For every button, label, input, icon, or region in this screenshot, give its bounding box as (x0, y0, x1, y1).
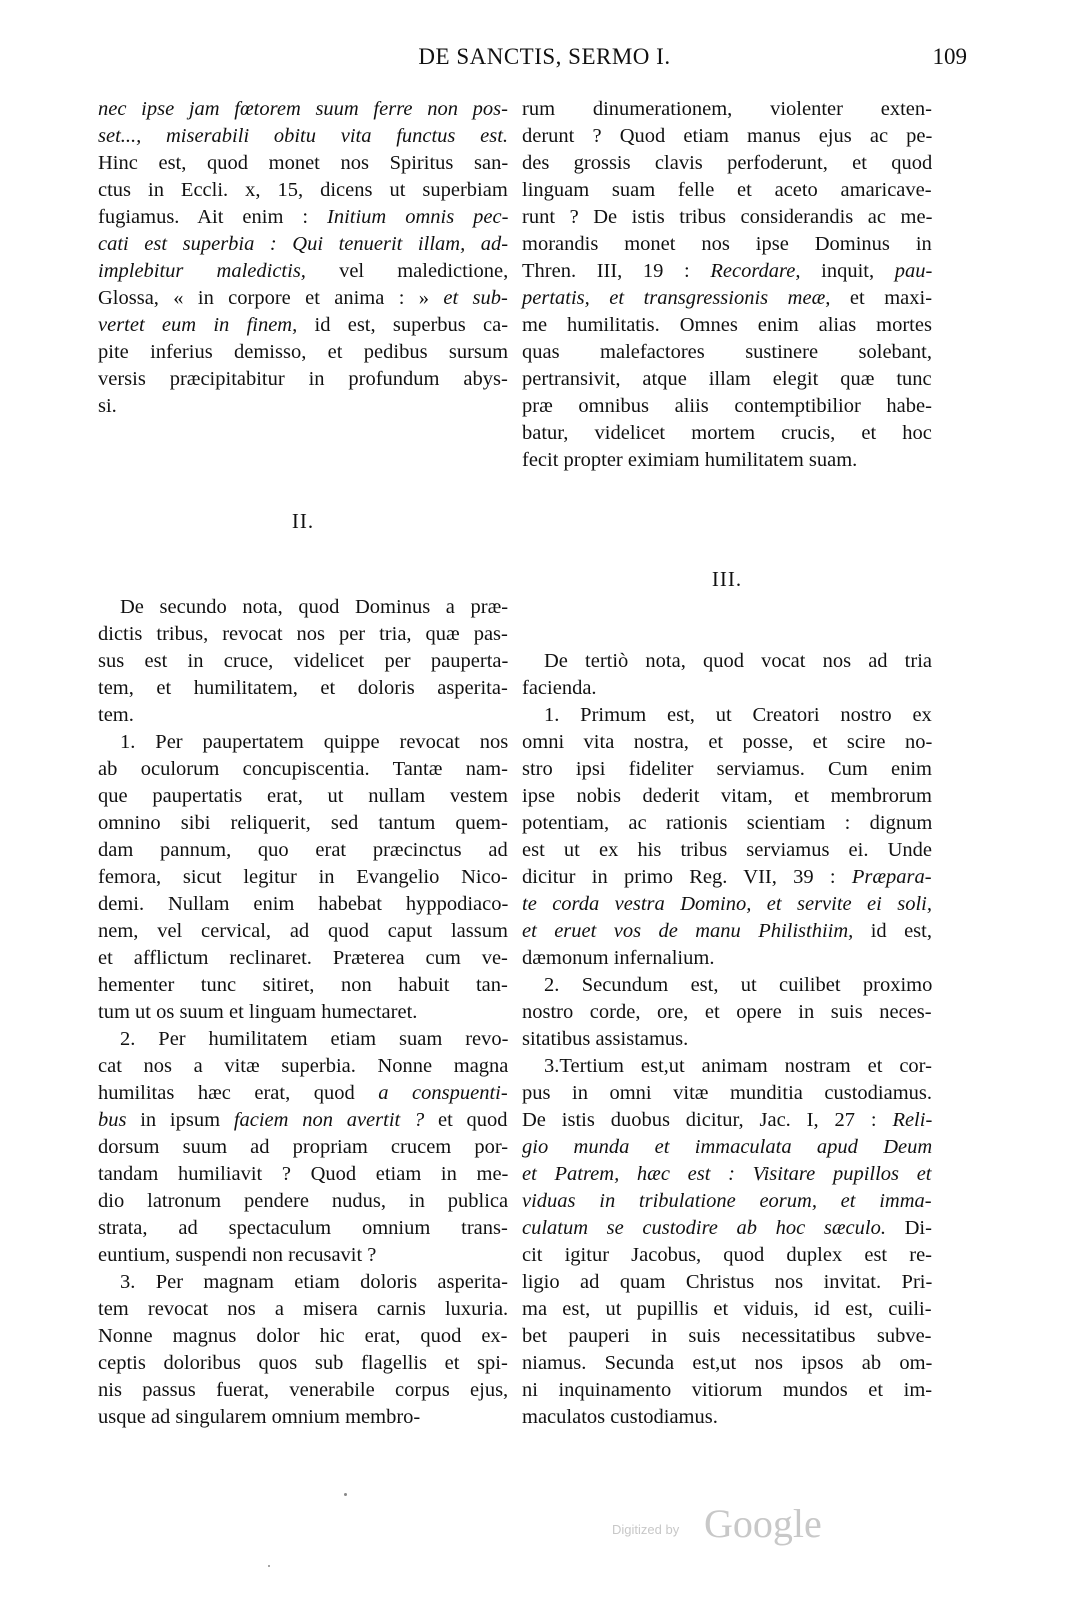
text-line (522, 864, 932, 891)
text-run: inquit, (800, 260, 895, 282)
text-line (522, 258, 932, 285)
text-line (522, 150, 932, 177)
text-run: stro ipsi fideliter serviamus. Cum enim (522, 758, 932, 780)
text-run: dæmonum infernalium. (522, 947, 715, 969)
text-line (98, 1377, 508, 1404)
text-run: et quod (424, 1109, 508, 1131)
text-line (98, 783, 508, 810)
text-line (98, 891, 508, 918)
text-run: tandam humiliavit ? Quod etiam in me- (98, 1163, 509, 1185)
text-run: ab oculorum concupiscentia. Tantæ nam- (98, 758, 508, 780)
text-run: sitatibus assistamus. (522, 1028, 689, 1050)
italic-run: faciem non avertit ? (233, 1109, 425, 1131)
text-run: Di- (885, 1217, 932, 1239)
text-run: sus est in cruce, videlicet per pauperta- (98, 650, 509, 672)
text-line (98, 1053, 508, 1080)
text-line (98, 204, 508, 231)
text-line (522, 810, 932, 837)
italic-run: Præpara- (851, 866, 932, 888)
text-line (522, 675, 932, 702)
text-line (98, 621, 508, 648)
text-line (98, 150, 508, 177)
text-line (98, 1215, 508, 1242)
text-run: in ipsum (126, 1109, 234, 1131)
text-run: bet pauperi in suis necessitatibus subve- (522, 1325, 932, 1347)
text-run: De tertiò nota, quod vocat nos ad tria (544, 650, 932, 672)
text-line (98, 702, 508, 729)
text-line (98, 648, 508, 675)
text-run: humilitas hæc erat, quod (98, 1082, 379, 1104)
text-line (98, 729, 508, 756)
text-run: 3.Tertium est,ut animam nostram et cor- (544, 1055, 932, 1077)
text-run: fecit propter eximiam humilitatem suam. (522, 449, 858, 471)
text-run: 1. Primum est, ut Creatori nostro ex (544, 704, 932, 726)
text-run: ligio ad quam Christus nos invitat. Pri- (522, 1271, 933, 1293)
text-run: De secundo nota, quod Dominus a præ- (120, 596, 509, 618)
text-line (98, 231, 508, 258)
text-line (522, 312, 932, 339)
text-run: omni vita nostra, et posse, et scire no- (522, 731, 933, 753)
text-line (522, 756, 932, 783)
text-line (522, 972, 932, 999)
text-run: usque ad singularem omnium membro- (98, 1406, 421, 1428)
italic-run: bus (98, 1109, 127, 1131)
text-line (522, 1269, 932, 1296)
left-column-continued-text (98, 96, 508, 420)
text-line (522, 1080, 932, 1107)
text-run: facienda. (522, 677, 597, 699)
scan-speck (268, 1565, 270, 1567)
text-line (522, 1296, 932, 1323)
text-line (522, 945, 932, 972)
text-run: batur, videlicet mortem crucis, et hoc (522, 422, 932, 444)
italic-run: te corda vestra Domino, et servite ei soli, (522, 893, 932, 915)
text-run: ni inquinamento vitiorum mundos et im- (522, 1379, 933, 1401)
italic-run: et sub- (443, 287, 508, 309)
text-line (98, 285, 508, 312)
text-run: dio latronum pendere nudus, in publica (98, 1190, 509, 1212)
running-title: DE SANCTIS, SERMO I. (418, 44, 671, 69)
italic-run: Recordare, (710, 260, 801, 282)
text-run: præ omnibus aliis contemptibilior habe- (522, 395, 932, 417)
text-run: maculatos custodiamus. (522, 1406, 718, 1428)
page-number: 109 (932, 44, 967, 69)
text-run: dictis tribus, revocat nos per tria, quæ pas- (98, 623, 508, 645)
text-line (98, 1188, 508, 1215)
text-line (522, 729, 932, 756)
text-run: tem revocat nos a misera carnis luxuria. (98, 1298, 509, 1320)
text-line (522, 204, 932, 231)
italic-run: pertatis, et transgressionis meæ, (522, 287, 831, 309)
page-header (0, 44, 1067, 84)
text-run: tem. (98, 704, 134, 726)
text-line (98, 810, 508, 837)
text-run: derunt ? Quod etiam manus ejus ac pe- (522, 125, 933, 147)
text-run: et maxi- (830, 287, 933, 309)
text-run: nis passus fuerat, venerabile corpus ejus, (98, 1379, 509, 1401)
text-run: demi. Nullam enim habebat hyppodiaco- (98, 893, 509, 915)
text-line (98, 675, 508, 702)
text-line (522, 285, 932, 312)
text-line (522, 1377, 932, 1404)
text-line (98, 1242, 508, 1269)
text-run: des grossis clavis perfoderunt, et quod (522, 152, 933, 174)
italic-run: implebitur maledictis, (98, 260, 306, 282)
text-line (98, 756, 508, 783)
text-run: et afflictum reclinaret. Præterea cum ve- (98, 947, 508, 969)
text-line (98, 1134, 508, 1161)
italic-run: vertet eum in finem, (98, 314, 298, 336)
text-line (522, 366, 932, 393)
text-line (522, 339, 932, 366)
text-run: dorsum suum ad propriam crucem por- (98, 1136, 509, 1158)
text-run: Nonne magnus dolor hic erat, quod ex- (98, 1325, 508, 1347)
text-run: tem, et humilitatem, et doloris asperita- (98, 677, 508, 699)
text-run: quas malefactores sustinere solebant, (522, 341, 932, 363)
right-column (522, 96, 932, 1476)
text-line (522, 783, 932, 810)
text-line (522, 648, 932, 675)
text-run: hementer tunc sitiret, non habuit tan- (98, 974, 508, 996)
text-line (98, 96, 508, 123)
text-line (522, 1404, 932, 1431)
text-run: linguam suam felle et aceto amaricave- (522, 179, 932, 201)
text-line (98, 366, 508, 393)
text-run: ctus in Eccli. x, 15, dicens ut superbiam (98, 179, 508, 201)
text-run: Thren. III, 19 : (522, 260, 711, 282)
text-line (522, 1134, 932, 1161)
right-column-continued-text (522, 96, 932, 474)
text-line (522, 420, 932, 447)
text-line (98, 945, 508, 972)
italic-run: viduas in tribulatione eorum, et imma- (522, 1190, 932, 1212)
text-run: euntium, suspendi non recusavit ? (98, 1244, 377, 1266)
text-run: omnino sibi reliquerit, sed tantum quem- (98, 812, 508, 834)
text-run: fugiamus. Ait enim : (98, 206, 328, 228)
section-iii-text (522, 648, 932, 1431)
text-line (522, 1350, 932, 1377)
italic-run: cati est superbia : Qui tenuerit illam, ad- (98, 233, 509, 255)
italic-run: a conspuenti- (378, 1082, 508, 1104)
text-line (522, 393, 932, 420)
text-line (98, 177, 508, 204)
text-run: strata, ad spectaculum omnium trans- (98, 1217, 508, 1239)
text-run: 3. Per magnam etiam doloris asperita- (120, 1271, 508, 1293)
section-heading-iii: III. (711, 567, 743, 591)
text-run: tum ut os suum et linguam humectaret. (98, 1001, 418, 1023)
text-run: morandis monet nos ipse Dominus in (522, 233, 932, 255)
text-line (522, 837, 932, 864)
text-line (98, 972, 508, 999)
text-run: ipse nobis dederit vitam, et membrorum (522, 785, 932, 807)
text-run: si. (98, 395, 117, 417)
digitized-by-google-watermark (612, 1500, 842, 1560)
text-line (522, 231, 932, 258)
italic-run: Reli- (892, 1109, 933, 1131)
text-run: 2. Per humilitatem etiam suam revo- (120, 1028, 509, 1050)
italic-run: pau- (894, 260, 933, 282)
text-line (98, 339, 508, 366)
text-run: potentiam, ac rationis scientiam : dignum (522, 812, 933, 834)
text-run: pus in omni vitæ munditia custodiamus. (522, 1082, 932, 1104)
text-line (522, 918, 932, 945)
text-line (522, 1242, 932, 1269)
text-line (98, 918, 508, 945)
text-run: Glossa, « in corpore et anima : » (98, 287, 444, 309)
text-line (522, 177, 932, 204)
text-line (522, 999, 932, 1026)
text-line (98, 864, 508, 891)
text-line (98, 1026, 508, 1053)
text-run: pite inferius demisso, et pedibus sursum (98, 341, 509, 363)
text-line (98, 1404, 508, 1431)
italic-run: Initium omnis pec- (327, 206, 509, 228)
text-line (98, 1269, 508, 1296)
text-line (98, 1350, 508, 1377)
text-line (522, 447, 932, 474)
text-run: cat nos a vitæ superbia. Nonne magna (98, 1055, 509, 1077)
text-line (98, 1080, 508, 1107)
text-line (522, 123, 932, 150)
italic-run: culatum se custodire ab hoc sæculo. (522, 1217, 886, 1239)
text-line (522, 1323, 932, 1350)
text-run: femora, sicut legitur in Evangelio Nico- (98, 866, 508, 888)
section-ii-text (98, 594, 508, 1431)
section-heading-ii: II. (291, 509, 315, 533)
text-line (98, 1323, 508, 1350)
text-run: pertransivit, atque illam elegit quæ tunc (522, 368, 932, 390)
text-run: id est, (853, 920, 932, 942)
text-line (522, 1215, 932, 1242)
text-run: Hinc est, quod monet nos Spiritus san- (98, 152, 509, 174)
italic-run: et Patrem, hæc est : Visitare pupillos et (522, 1163, 932, 1185)
text-line (98, 312, 508, 339)
text-line (522, 702, 932, 729)
text-run: versis præcipitabitur in profundum abys- (98, 368, 508, 390)
text-run: nostro corde, ore, et opere in suis neces- (522, 1001, 932, 1023)
text-run: ma est, ut pupillis et viduis, id est, cuili- (522, 1298, 932, 1320)
text-run: vel maledictione, (305, 260, 509, 282)
text-run: que paupertatis erat, ut nullam vestem (98, 785, 508, 807)
text-line (522, 1107, 932, 1134)
text-line (98, 393, 508, 420)
text-line (98, 999, 508, 1026)
text-run: De istis duobus dicitur, Jac. I, 27 : (522, 1109, 893, 1131)
text-run: ceptis doloribus quos sub flagellis et spi- (98, 1352, 508, 1374)
italic-run: set..., miserabili obitu vita functus est. (98, 125, 509, 147)
text-line (522, 891, 932, 918)
google-logo: Google (704, 1501, 822, 1546)
text-run: runt ? De istis tribus considerandis ac me- (522, 206, 933, 228)
italic-run: gio munda et immaculata apud Deum (522, 1136, 933, 1158)
text-line (98, 1296, 508, 1323)
text-line (522, 1053, 932, 1080)
italic-run: et eruet vos de manu Philisthiim, (522, 920, 854, 942)
text-run: 2. Secundum est, ut cuilibet proximo (544, 974, 933, 996)
text-line (98, 1161, 508, 1188)
text-line (98, 1107, 508, 1134)
italic-run: nec ipse jam fœtorem suum ferre non pos- (98, 98, 508, 120)
text-line (522, 1026, 932, 1053)
text-run: rum dinumerationem, violenter exten- (522, 98, 932, 120)
text-run: dam pannum, quo erat præcinctus ad (98, 839, 508, 861)
scan-speck (344, 1493, 347, 1496)
text-run: cit igitur Jacobus, quod duplex est re- (522, 1244, 933, 1266)
text-run: est ut ex his tribus serviamus ei. Unde (522, 839, 933, 861)
text-line (522, 96, 932, 123)
text-run: nem, vel cervical, ad quod caput lassum (98, 920, 508, 942)
left-column (98, 96, 508, 1476)
watermark-prefix: Digitized by (612, 1522, 680, 1537)
text-run: me humilitatis. Omnes enim alias mortes (522, 314, 932, 336)
text-run: id est, superbus ca- (297, 314, 509, 336)
text-line (98, 837, 508, 864)
text-run: dicitur in primo Reg. VII, 39 : (522, 866, 852, 888)
text-line (522, 1161, 932, 1188)
text-line (98, 258, 508, 285)
text-run: niamus. Secunda est,ut nos ipsos ab om- (522, 1352, 933, 1374)
text-line (522, 1188, 932, 1215)
text-run: 1. Per paupertatem quippe revocat nos (120, 731, 509, 753)
text-line (98, 594, 508, 621)
text-line (98, 123, 508, 150)
